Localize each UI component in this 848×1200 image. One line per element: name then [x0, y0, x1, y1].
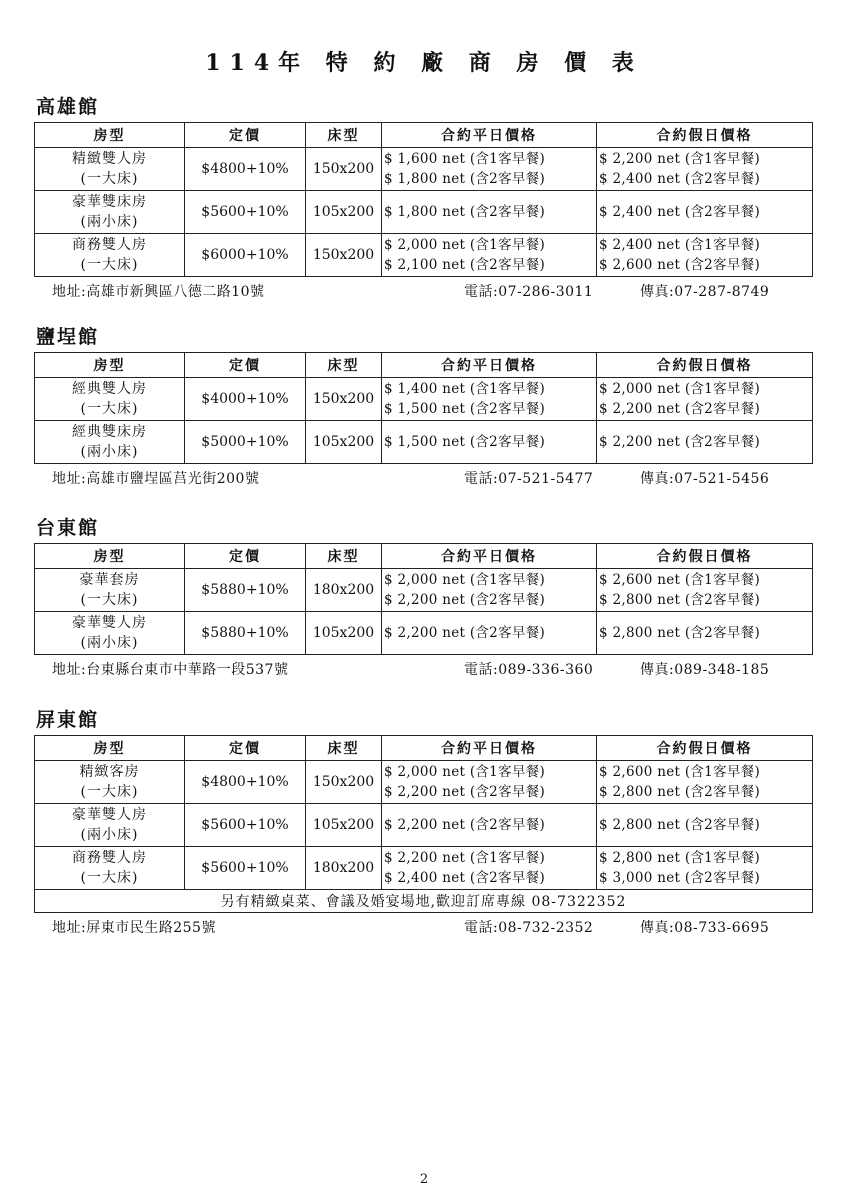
table-row: [35, 761, 813, 804]
holiday-price-line: $ 2,000 net (含1客早餐): [599, 381, 761, 397]
price-table: [34, 352, 813, 464]
header-list-price: 定價: [185, 123, 306, 148]
bed-size-cell: 105x200: [306, 191, 382, 234]
section-pingtung: [34, 705, 812, 937]
holiday-price-line: $ 2,400 net (含2客早餐): [599, 204, 761, 220]
room-type-name: 豪華雙床房: [72, 194, 147, 210]
list-price-cell: $5600+10%: [185, 191, 306, 234]
section-kaohsiung: [34, 92, 812, 301]
address-text: 地址:高雄市鹽埕區莒光街200號: [52, 471, 260, 487]
weekday-price-line: $ 2,200 net (含2客早餐): [384, 625, 546, 641]
header-bed-type: 床型: [306, 736, 382, 761]
contact-footer: [34, 657, 812, 679]
room-type-cell: [35, 612, 185, 655]
table-row: [35, 612, 813, 655]
contact-footer: [34, 279, 812, 301]
address-text: 地址:台東縣台東市中華路一段537號: [52, 662, 289, 678]
header-room-type: 房型: [35, 544, 185, 569]
bed-size-cell: 180x200: [306, 569, 382, 612]
weekday-price-cell: [382, 234, 597, 277]
weekday-price-cell: [382, 847, 597, 890]
table-row: [35, 569, 813, 612]
bed-size-cell: 105x200: [306, 804, 382, 847]
weekday-price-line: $ 2,000 net (含1客早餐): [384, 237, 546, 253]
weekday-price-cell: [382, 761, 597, 804]
room-type-name: 豪華雙人房: [72, 615, 147, 631]
room-bed-note: (一大床): [80, 401, 139, 417]
holiday-price-cell: [597, 847, 813, 890]
weekday-price-cell: [382, 569, 597, 612]
room-type-cell: [35, 569, 185, 612]
weekday-price-line: $ 2,100 net (含2客早餐): [384, 257, 546, 273]
holiday-price-cell: [597, 612, 813, 655]
holiday-price-line: $ 2,600 net (含2客早餐): [599, 257, 761, 273]
room-type-cell: [35, 191, 185, 234]
weekday-price-line: $ 2,000 net (含1客早餐): [384, 572, 546, 588]
room-type-cell: [35, 761, 185, 804]
page-number: 2: [419, 1172, 429, 1187]
section-title: 鹽埕館: [36, 326, 100, 348]
holiday-price-line: $ 2,800 net (含2客早餐): [599, 817, 761, 833]
room-type-name: 商務雙人房: [72, 237, 147, 253]
holiday-price-cell: [597, 761, 813, 804]
table-row: [35, 234, 813, 277]
room-type-cell: [35, 148, 185, 191]
table-header-row: [35, 544, 813, 569]
weekday-price-line: $ 2,200 net (含2客早餐): [384, 784, 546, 800]
room-type-cell: [35, 421, 185, 464]
header-holiday-price: 合約假日價格: [597, 123, 813, 148]
header-holiday-price: 合約假日價格: [597, 544, 813, 569]
list-price-cell: $5880+10%: [185, 612, 306, 655]
room-type-cell: [35, 378, 185, 421]
address-text: 地址:高雄市新興區八德二路10號: [52, 284, 265, 300]
room-type-cell: [35, 804, 185, 847]
section-taitung: [34, 513, 812, 679]
list-price-cell: $6000+10%: [185, 234, 306, 277]
price-table: [34, 543, 813, 655]
phone-text: 電話:07-521-5477: [464, 471, 594, 487]
holiday-price-line: $ 3,000 net (含2客早餐): [599, 870, 761, 886]
header-weekday-price: 合約平日價格: [382, 123, 597, 148]
phone-text: 電話:07-286-3011: [464, 284, 594, 300]
header-list-price: 定價: [185, 736, 306, 761]
holiday-price-line: $ 2,600 net (含1客早餐): [599, 572, 761, 588]
weekday-price-line: $ 2,400 net (含2客早餐): [384, 870, 546, 886]
weekday-price-cell: [382, 612, 597, 655]
table-row: [35, 847, 813, 890]
header-weekday-price: 合約平日價格: [382, 736, 597, 761]
room-bed-note: (兩小床): [80, 214, 139, 230]
header-room-type: 房型: [35, 353, 185, 378]
room-bed-note: (一大床): [80, 257, 139, 273]
fax-text: 傳真:089-348-185: [640, 662, 770, 678]
header-weekday-price: 合約平日價格: [382, 544, 597, 569]
bed-size-cell: 150x200: [306, 234, 382, 277]
room-type-name: 經典雙床房: [72, 424, 147, 440]
room-type-name: 豪華套房: [79, 572, 140, 588]
holiday-price-cell: [597, 569, 813, 612]
list-price-cell: $4000+10%: [185, 378, 306, 421]
header-bed-type: 床型: [306, 353, 382, 378]
fax-text: 傳真:07-287-8749: [640, 284, 770, 300]
list-price-cell: $5600+10%: [185, 847, 306, 890]
list-price-cell: $4800+10%: [185, 148, 306, 191]
header-list-price: 定價: [185, 353, 306, 378]
holiday-price-line: $ 2,200 net (含2客早餐): [599, 434, 761, 450]
holiday-price-line: $ 2,400 net (含1客早餐): [599, 237, 761, 253]
holiday-price-line: $ 2,800 net (含1客早餐): [599, 850, 761, 866]
header-holiday-price: 合約假日價格: [597, 736, 813, 761]
room-bed-note: (一大床): [80, 870, 139, 886]
room-bed-note: (一大床): [80, 592, 139, 608]
weekday-price-line: $ 1,800 net (含2客早餐): [384, 171, 546, 187]
header-bed-type: 床型: [306, 123, 382, 148]
room-type-name: 經典雙人房: [72, 381, 147, 397]
weekday-price-line: $ 1,500 net (含2客早餐): [384, 434, 546, 450]
bed-size-cell: 180x200: [306, 847, 382, 890]
fax-text: 傳真:07-521-5456: [640, 471, 770, 487]
room-type-name: 精緻雙人房: [72, 151, 147, 167]
weekday-price-line: $ 1,600 net (含1客早餐): [384, 151, 546, 167]
weekday-price-line: $ 1,400 net (含1客早餐): [384, 381, 546, 397]
table-header-row: [35, 353, 813, 378]
weekday-price-line: $ 1,800 net (含2客早餐): [384, 204, 546, 220]
table-row: [35, 148, 813, 191]
contact-footer: [34, 915, 812, 937]
header-weekday-price: 合約平日價格: [382, 353, 597, 378]
weekday-price-cell: [382, 421, 597, 464]
room-bed-note: (兩小床): [80, 635, 139, 651]
weekday-price-line: $ 2,200 net (含2客早餐): [384, 592, 546, 608]
holiday-price-line: $ 2,400 net (含2客早餐): [599, 171, 761, 187]
bed-size-cell: 105x200: [306, 421, 382, 464]
table-header-row: [35, 736, 813, 761]
room-type-cell: [35, 234, 185, 277]
section-title: 屏東館: [36, 709, 100, 731]
room-bed-note: (兩小床): [80, 444, 139, 460]
header-holiday-price: 合約假日價格: [597, 353, 813, 378]
room-bed-note: (兩小床): [80, 827, 139, 843]
price-table: [34, 735, 813, 913]
list-price-cell: $5000+10%: [185, 421, 306, 464]
section-yancheng: [34, 322, 812, 488]
holiday-price-line: $ 2,800 net (含2客早餐): [599, 784, 761, 800]
holiday-price-line: $ 2,800 net (含2客早餐): [599, 625, 761, 641]
list-price-cell: $4800+10%: [185, 761, 306, 804]
room-bed-note: (一大床): [80, 784, 139, 800]
contact-footer: [34, 466, 812, 488]
holiday-price-line: $ 2,800 net (含2客早餐): [599, 592, 761, 608]
banquet-note: 另有精緻桌菜、會議及婚宴場地,歡迎訂席專線 08-7322352: [35, 890, 813, 913]
weekday-price-line: $ 2,200 net (含2客早餐): [384, 817, 546, 833]
bed-size-cell: 105x200: [306, 612, 382, 655]
phone-text: 電話:08-732-2352: [464, 920, 594, 936]
fax-text: 傳真:08-733-6695: [640, 920, 770, 936]
section-title: 高雄館: [36, 96, 100, 118]
weekday-price-cell: [382, 804, 597, 847]
bed-size-cell: 150x200: [306, 761, 382, 804]
list-price-cell: $5880+10%: [185, 569, 306, 612]
price-table: [34, 122, 813, 277]
header-list-price: 定價: [185, 544, 306, 569]
room-type-cell: [35, 847, 185, 890]
bed-size-cell: 150x200: [306, 148, 382, 191]
header-room-type: 房型: [35, 123, 185, 148]
weekday-price-cell: [382, 378, 597, 421]
table-header-row: [35, 123, 813, 148]
holiday-price-cell: [597, 804, 813, 847]
weekday-price-cell: [382, 148, 597, 191]
holiday-price-line: $ 2,200 net (含1客早餐): [599, 151, 761, 167]
room-type-name: 商務雙人房: [72, 850, 147, 866]
weekday-price-line: $ 1,500 net (含2客早餐): [384, 401, 546, 417]
address-text: 地址:屏東市民生路255號: [52, 920, 216, 936]
table-row: [35, 378, 813, 421]
holiday-price-cell: [597, 234, 813, 277]
list-price-cell: $5600+10%: [185, 804, 306, 847]
holiday-price-cell: [597, 148, 813, 191]
holiday-price-cell: [597, 421, 813, 464]
weekday-price-line: $ 2,200 net (含1客早餐): [384, 850, 546, 866]
room-type-name: 豪華雙人房: [72, 807, 147, 823]
section-title: 台東館: [36, 517, 100, 539]
bed-size-cell: 150x200: [306, 378, 382, 421]
holiday-price-cell: [597, 378, 813, 421]
table-row: [35, 421, 813, 464]
holiday-price-line: $ 2,600 net (含1客早餐): [599, 764, 761, 780]
page-title: 114年 特 約 廠 商 房 價 表: [205, 50, 643, 76]
header-room-type: 房型: [35, 736, 185, 761]
table-row: [35, 191, 813, 234]
holiday-price-cell: [597, 191, 813, 234]
note-row: [35, 890, 813, 913]
holiday-price-line: $ 2,200 net (含2客早餐): [599, 401, 761, 417]
room-type-name: 精緻客房: [79, 764, 140, 780]
weekday-price-cell: [382, 191, 597, 234]
table-row: [35, 804, 813, 847]
header-bed-type: 床型: [306, 544, 382, 569]
weekday-price-line: $ 2,000 net (含1客早餐): [384, 764, 546, 780]
phone-text: 電話:089-336-360: [464, 662, 594, 678]
room-bed-note: (一大床): [80, 171, 139, 187]
